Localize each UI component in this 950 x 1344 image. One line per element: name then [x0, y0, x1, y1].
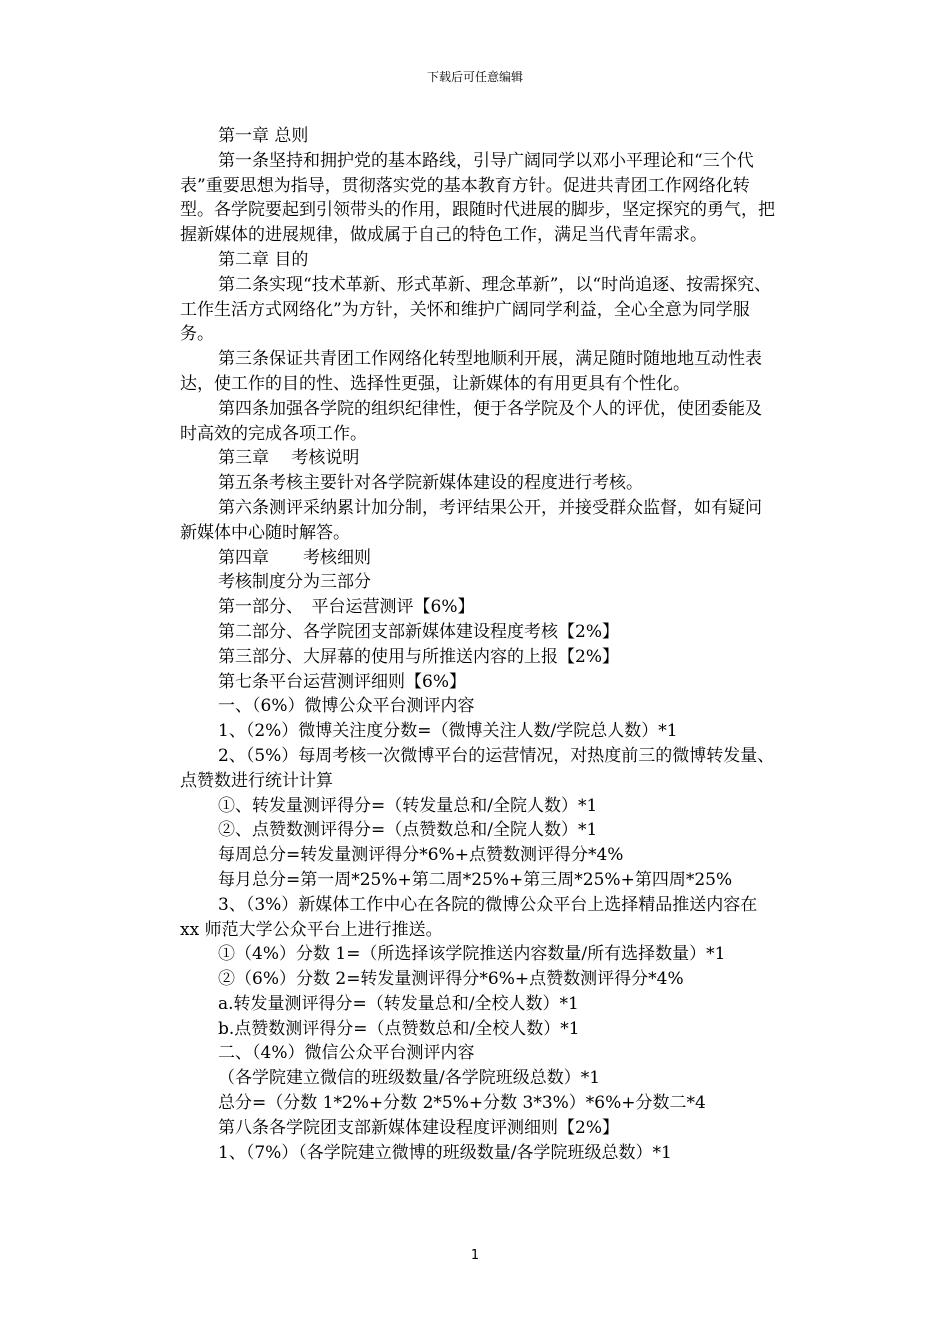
paragraph: 第七条平台运营测评细则【6%】 — [218, 671, 466, 692]
paragraph: 第六条测评采纳累计加分制，考评结果公开，并接受群众监督，如有疑问新媒体中心随时解答。 — [180, 497, 762, 543]
paragraph: 第八条各学院团支部新媒体建设程度评测细则【2%】 — [218, 1117, 619, 1138]
list-item: 二、（4%）微信公众平台测评内容 — [218, 1043, 475, 1064]
list-item: 第一部分、 平台运营测评【6%】 — [218, 597, 475, 618]
list-item: 1、（2%）微博关注度分数=（微博关注人数/学院总人数）*1 — [218, 721, 678, 742]
formula-line: ②、点赞数测评得分=（点赞数总和/全院人数）*1 — [218, 820, 598, 841]
list-item: 第三部分、大屏幕的使用与所推送内容的上报【2%】 — [218, 646, 619, 667]
formula-line: 总分=（分数 1*2%+分数 2*5%+分数 3*3%）*6%+分数二*4 — [218, 1093, 706, 1114]
paragraph: 第四条加强各学院的组织纪律性，便于各学院及个人的评优，使团委能及时高效的完成各项工作。 — [180, 398, 762, 444]
paragraph: 考核制度分为三部分 — [218, 572, 371, 593]
formula-line: b.点赞数测评得分=（点赞数总和/全校人数）*1 — [218, 1018, 580, 1039]
formula-line: ②（6%）分数 2=转发量测评得分*6%+点赞数测评得分*4% — [218, 969, 684, 990]
formula-line: （各学院建立微信的班级数量/各学院班级总数）*1 — [218, 1068, 601, 1089]
page-number: 1 — [470, 1248, 480, 1263]
chapter-heading: 第四章 考核细则 — [218, 547, 371, 568]
list-item: 一、（6%）微博公众平台测评内容 — [218, 696, 475, 717]
paragraph: 第三条保证共青团工作网络化转型地顺利开展，满足随时随地地互动性表达，使工作的目的性、选择性更强，让新媒体的有用更具有个性化。 — [180, 349, 762, 394]
formula-line: 每月总分=第一周*25%+第二周*25%+第三周*25%+第四周*25% — [218, 869, 733, 890]
list-item: 2、（5%）每周考核一次微博平台的运营情况，对热度前三的微博转发量、点赞数进行统计计算 — [180, 745, 775, 791]
formula-line: ①（4%）分数 1=（所选择该学院推送内容数量/所有选择数量）*1 — [218, 944, 726, 965]
chapter-heading: 第一章 总则 — [218, 126, 309, 146]
chapter-heading: 第二章 目的 — [218, 249, 309, 270]
formula-line: ①、转发量测评得分=（转发量总和/全院人数）*1 — [218, 795, 598, 816]
formula-line: a.转发量测评得分=（转发量总和/全校人数）*1 — [218, 993, 579, 1014]
list-item: 第二部分、各学院团支部新媒体建设程度考核【2%】 — [218, 621, 619, 642]
document-body — [180, 124, 775, 1165]
formula-line: 每周总分=转发量测评得分*6%+点赞数测评得分*4% — [218, 845, 624, 866]
list-item: 3、（3%）新媒体工作中心在各院的微博公众平台上选择精品推送内容在 xx 师范大学公众平台上进行推送。 — [180, 894, 758, 940]
paragraph: 第一条坚持和拥护党的基本路线，引导广阔同学以邓小平理论和“三个代表”重要思想为指导，贯彻落实党的基本教育方针。促进共青团工作网络化转型。各学院要起到引领带头的作用，跟随时代进展的脚步，坚定探究的勇气，把握新媒体的进展规律，做成属于自己的特色工作，满足当代青年需求。 — [180, 150, 775, 246]
paragraph: 第五条考核主要针对各学院新媒体建设的程度进行考核。 — [218, 473, 643, 494]
chapter-heading: 第三章 考核说明 — [218, 448, 360, 469]
page-header: 下载后可任意编辑 — [426, 70, 523, 84]
list-item: 1、（7%）（各学院建立微博的班级数量/各学院班级总数）*1 — [218, 1142, 672, 1163]
paragraph: 第二条实现“技术革新、形式革新、理念革新”，以“时尚追逐、按需探究、工作生活方式网络化”为方针，关怀和维护广阔同学利益，全心全意为同学服务。 — [180, 274, 772, 345]
